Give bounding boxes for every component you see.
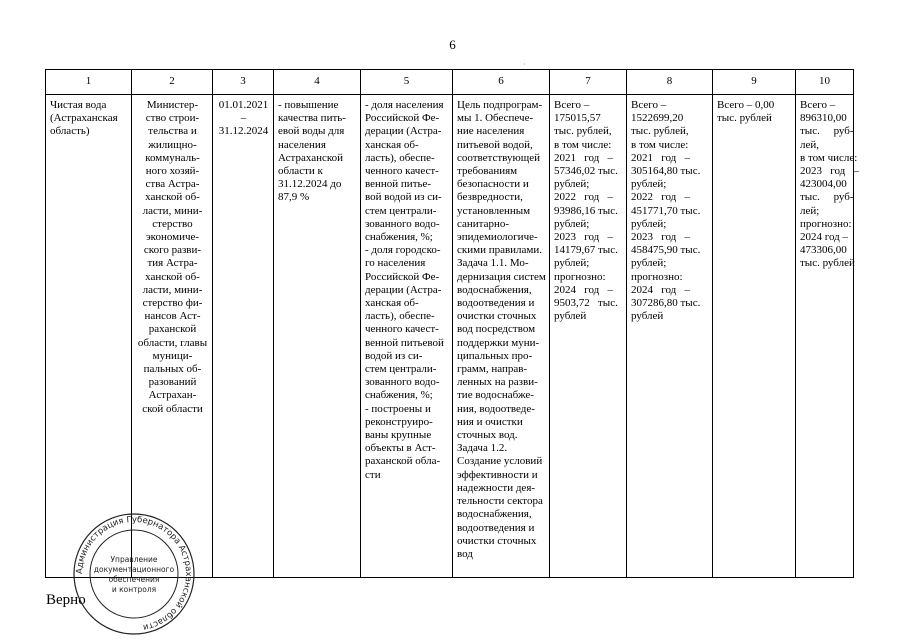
project-name-text: Чистая вода (Астраханская область) bbox=[50, 99, 118, 138]
funding-other-text: Всего – 896310,00 тыс. руб- лей, в том числе: 2023 год – 423004,00 тыс. руб- лей; прогнозно: 2024 год – 473306,00 тыс. рублей bbox=[800, 99, 860, 270]
header-col-6: 6 bbox=[453, 70, 550, 95]
cell-funding-federal bbox=[550, 95, 627, 578]
funding-federal-text: Всего – 175015,57 тыс. рублей, в том числе: 2021 год – 57346,02 тыс. рублей; 2022 год – 93986,16 тыс. рублей; 2023 год – 14179,67 тыс. рублей; прогнозно: 2024 год – 9503,72 тыс. рублей bbox=[554, 99, 618, 323]
header-col-8: 8 bbox=[627, 70, 713, 95]
program-table bbox=[45, 69, 860, 578]
header-col-5: 5 bbox=[361, 70, 453, 95]
cell-funding-regional bbox=[627, 95, 713, 578]
scan-mark: · bbox=[523, 60, 526, 69]
cell-responsible bbox=[132, 95, 213, 578]
stamp-line-1: Управление bbox=[110, 555, 158, 564]
stamp-ring-text: Администрация Губернатора Астраханской области bbox=[74, 514, 194, 633]
table-row bbox=[46, 95, 854, 578]
header-col-9: 9 bbox=[713, 70, 796, 95]
header-col-10: 10 bbox=[796, 70, 854, 95]
header-col-1: 1 bbox=[46, 70, 132, 95]
goal-text: - повышение качества пить- евой воды для населения Астраханской области к 31.12.2024 до 87,9 % bbox=[278, 99, 346, 204]
responsible-text: Министер- ство строи- тельства и жилищно- коммуналь- ного хозяй- ства Астра- ханской об- ласти, мини- стерство экономиче- ского разви- тия Астра- ханской об- ласти, мини- стерство фи- нансов Аст- раханской области, главы муници- пальных об- разований Астрахан- ской области bbox=[137, 99, 208, 415]
funding-regional-text: Всего – 1522699,20 тыс. рублей, в том числе: 2021 год – 305164,80 тыс. рублей; 2022 год – 451771,70 тыс. рублей; 2023 год – 458475,90 тыс. рублей; прогнозно: 2024 год – 307286,80 тыс. рублей bbox=[631, 99, 701, 323]
cell-goal bbox=[274, 95, 361, 578]
cell-funding-other bbox=[796, 95, 860, 578]
stamp-line-3: обеспечения bbox=[108, 575, 160, 584]
stamp-line-2: документационного bbox=[93, 565, 175, 574]
cell-period bbox=[213, 95, 274, 578]
verno-label: Верно bbox=[46, 592, 86, 608]
stamp-line-4: и контроля bbox=[111, 585, 157, 594]
cell-tasks bbox=[453, 95, 550, 578]
header-row bbox=[46, 70, 854, 95]
funding-local-text: Всего – 0,00 тыс. рублей bbox=[717, 99, 775, 125]
tasks-text: Цель подпрограм- мы 1. Обеспече- ние населения питьевой водой, соответствующей требованиям безопасности и безвредности, установленным санитарно- эпидемиологиче- скими правилами. Задача 1.1. Мо- дернизация систем водоснабжения, водоотведения и очистки сточных вод посредством поддержки муни- ципальных про- грамм, направ- ленных на разви- тие водоснабже- ния, водоотведе- ния и очистки сточных вод. Задача 1.2. Создание условий эффективности и надежности дея- тельности сектора водоснабжения, водоотведения и очистки сточных вод bbox=[457, 99, 546, 560]
official-stamp bbox=[64, 512, 204, 636]
indicators-text: - доля населения Российской Фе- дерации (Астра- ханская об- ласть), обеспе- ченного качест- венной питье- вой водой из си- стем централи- зованного водо- снабжения, %; - доля городско- го населения Российской Фе- дерации (Астра- ханская об- ласть), обеспе- ченного качест- венной питьевой водой из си- стем централи- зованного водо- снабжения, %; - построены и реконструиро- ваны крупные объекты в Аст- раханской обла- сти bbox=[365, 99, 444, 481]
header-col-7: 7 bbox=[550, 70, 627, 95]
header-col-2: 2 bbox=[132, 70, 213, 95]
cell-funding-local bbox=[713, 95, 796, 578]
header-col-4: 4 bbox=[274, 70, 361, 95]
cell-project-name bbox=[46, 95, 132, 578]
page-number: 6 bbox=[449, 37, 456, 52]
period-text: 01.01.2021 – 31.12.2024 bbox=[218, 99, 269, 138]
cell-indicators bbox=[361, 95, 453, 578]
header-col-3: 3 bbox=[213, 70, 274, 95]
